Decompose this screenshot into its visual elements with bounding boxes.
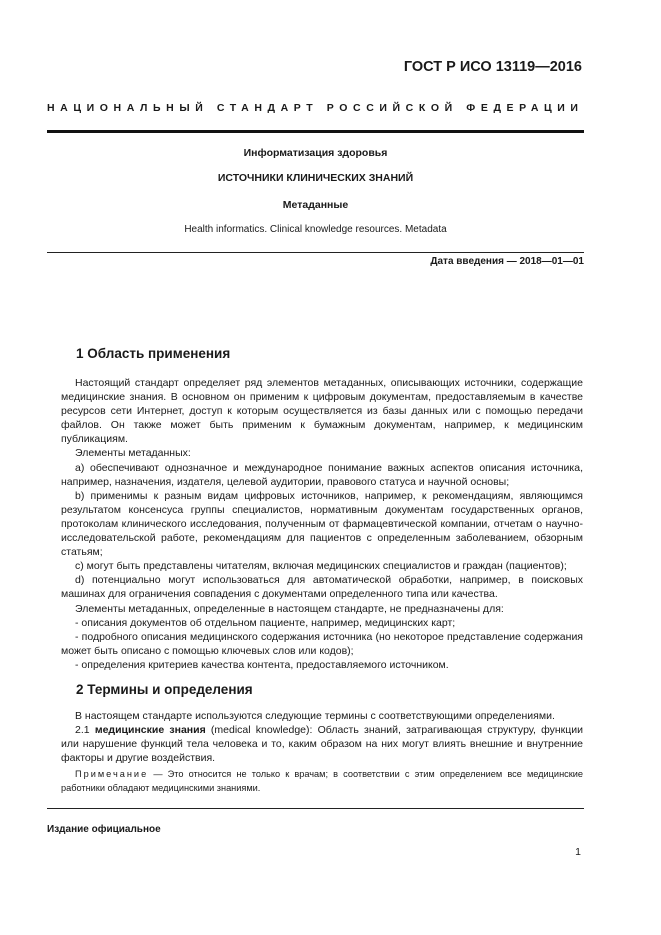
footer-rule [47, 808, 584, 809]
note-label: Примечание [75, 769, 149, 779]
term-number: 2.1 [75, 724, 90, 737]
paragraph: Элементы метаданных, определенные в настоящем стандарте, не предназначены для: [75, 602, 504, 615]
paragraph: В настоящем стандарте используются следующие термины с соответствующими определениями. [75, 710, 555, 722]
official-edition: Издание официальное [47, 824, 161, 835]
paragraph: Элементы метаданных: [75, 447, 191, 460]
introduction-date: Дата введения — 2018—01—01 [430, 256, 584, 267]
list-item: - определения критериев качества контента, предоставляемого источником. [75, 658, 449, 671]
page-number: 1 [575, 846, 581, 858]
national-standard-banner: НАЦИОНАЛЬНЫЙ СТАНДАРТ РОССИЙСКОЙ ФЕДЕРАЦИИ [47, 102, 584, 114]
list-item: - подробного описания медицинского содержания источника (но некоторое представление содержания может быть описано с помощью ключевых слов или кодов); [61, 630, 583, 657]
list-item: c) могут быть представлены читателям, включая медицинских специалистов и граждан (пациентов); [75, 560, 567, 573]
title-main: ИСТОЧНИКИ КЛИНИЧЕСКИХ ЗНАНИЙ [217, 172, 414, 184]
list-item: a) обеспечивают однозначное и международное понимание важных аспектов описания источника, например, назначения, издателя, целевой аудитории, правового статуса и научной основы; [61, 461, 583, 488]
section-2-body [61, 709, 583, 765]
list-item: d) потенциально могут использоваться для автоматической обработки, например, в поисковых машинах для ограничения совпадения с документами определенного типа или качества. [61, 574, 583, 601]
title-rule [47, 252, 584, 253]
section-2-heading: 2 Термины и определения [76, 682, 253, 697]
term-definition-text: (medical knowledge): Область знаний, затрагивающая структуру, функции или нарушение функций тела человека и то, каким образом на них могут влиять внешние и внутренние факторы и другие воздействия. [61, 724, 584, 765]
header-rule [47, 130, 584, 133]
section-1-body [61, 376, 583, 672]
standard-number: ГОСТ Р ИСО 13119—2016 [403, 59, 582, 75]
list-item: b) применимы к разным видам цифровых источников, например, к рекомендациям, являющимся результатом консенсуса группы специалистов, нормативным документам государственных органов, протоколам клинического исследования, полученным от фармацевтической компании, отчетам о научно-исследовательской работе, рекомендациям для пациентов с определенным заболеванием, обзорным статьям; [61, 489, 583, 559]
list-item: - описания документов об отдельном пациенте, например, медицинских карт; [75, 616, 456, 629]
note [61, 768, 583, 795]
title-english: Health informatics. Clinical knowledge resources. Metadata [184, 224, 447, 235]
paragraph: Настоящий стандарт определяет ряд элементов метаданных, описывающих источники, содержащие медицинские знания. В основном он применим к цифровым документам, предоставляемым в качестве ресурсов сети Интернет, доступ к которым осуществляется из базы данных или с помощью передачи файлов. Он также может быть применим к бумажным документам, например, к медицинским публикациям. [61, 377, 583, 446]
term-definition [61, 723, 583, 765]
title-sub: Метаданные [282, 199, 349, 211]
term: медицинские знания [94, 724, 206, 737]
section-1-heading: 1 Область применения [76, 346, 231, 361]
note-text: — Это относится не только к врачам; в соответствии с этим определением все медицинские работники обладают медицинскими знаниями. [61, 769, 583, 793]
title-domain: Информатизация здоровья [243, 147, 388, 159]
